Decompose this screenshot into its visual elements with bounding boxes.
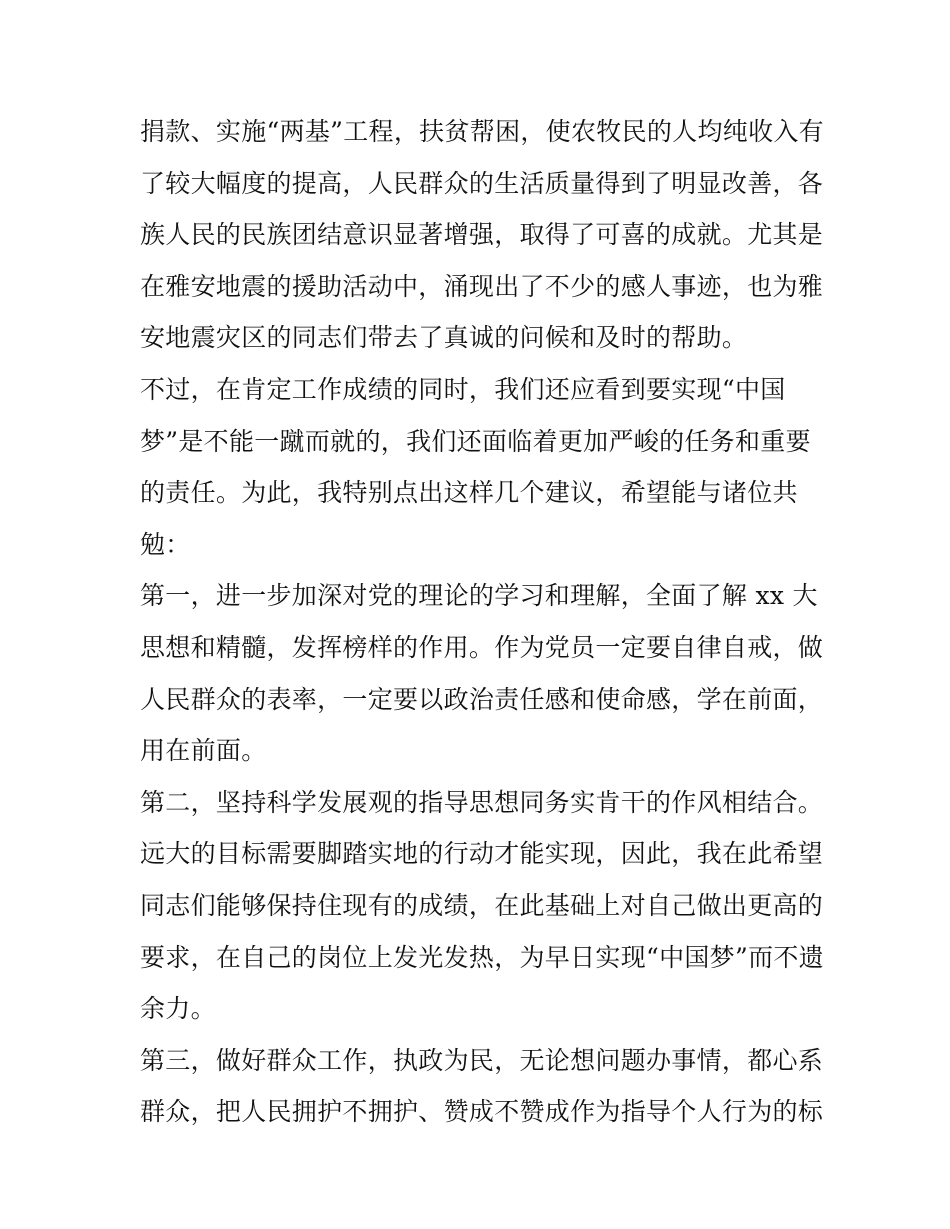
text-line: 族人民的民族团结意识显著增强，取得了可喜的成就。尤其是	[140, 220, 824, 250]
text-line: 的责任。为此，我特别点出这样几个建议，希望能与诸位共	[140, 478, 798, 508]
text-line: 第二，坚持科学发展观的指导思想同务实肯干的作风相结合。	[140, 787, 824, 817]
text-line: 思想和精髓，发挥榜样的作用。作为党员一定要自律自戒，做	[140, 632, 824, 662]
text-line: 第一，进一步加深对党的理论的学习和理解，全面了解 xx 大	[140, 581, 818, 611]
text-line: 勉：	[140, 529, 191, 559]
text-line: 第三，做好群众工作，执政为民，无论想问题办事情，都心系	[140, 1045, 824, 1075]
text-line: 不过，在肯定工作成绩的同时，我们还应看到要实现“中国	[140, 374, 786, 404]
text-line: 要求，在自己的岗位上发光发热，为早日实现“中国梦”而不遗	[140, 942, 824, 972]
text-line: 用在前面。	[140, 736, 267, 766]
text-line: 余力。	[140, 994, 216, 1024]
text-line: 人民群众的表率，一定要以政治责任感和使命感，学在前面，	[140, 684, 824, 714]
text-line: 在雅安地震的援助活动中，涌现出了不少的感人事迹，也为雅	[140, 271, 824, 301]
text-line: 同志们能够保持住现有的成绩，在此基础上对自己做出更高的	[140, 890, 824, 920]
text-line: 群众，把人民拥护不拥护、赞成不赞成作为指导个人行为的标	[140, 1097, 824, 1127]
document-body	[140, 106, 824, 1138]
text-line: 远大的目标需要脚踏实地的行动才能实现，因此，我在此希望	[140, 839, 824, 869]
text-line: 安地震灾区的同志们带去了真诚的问候和及时的帮助。	[140, 323, 748, 353]
text-line: 捐款、实施“两基”工程，扶贫帮困，使农牧民的人均纯收入有	[140, 117, 824, 146]
text-line: 了较大幅度的提高，人民群众的生活质量得到了明显改善，各	[140, 168, 824, 198]
text-line: 梦”是不能一蹴而就的，我们还面临着更加严峻的任务和重要	[140, 426, 811, 456]
